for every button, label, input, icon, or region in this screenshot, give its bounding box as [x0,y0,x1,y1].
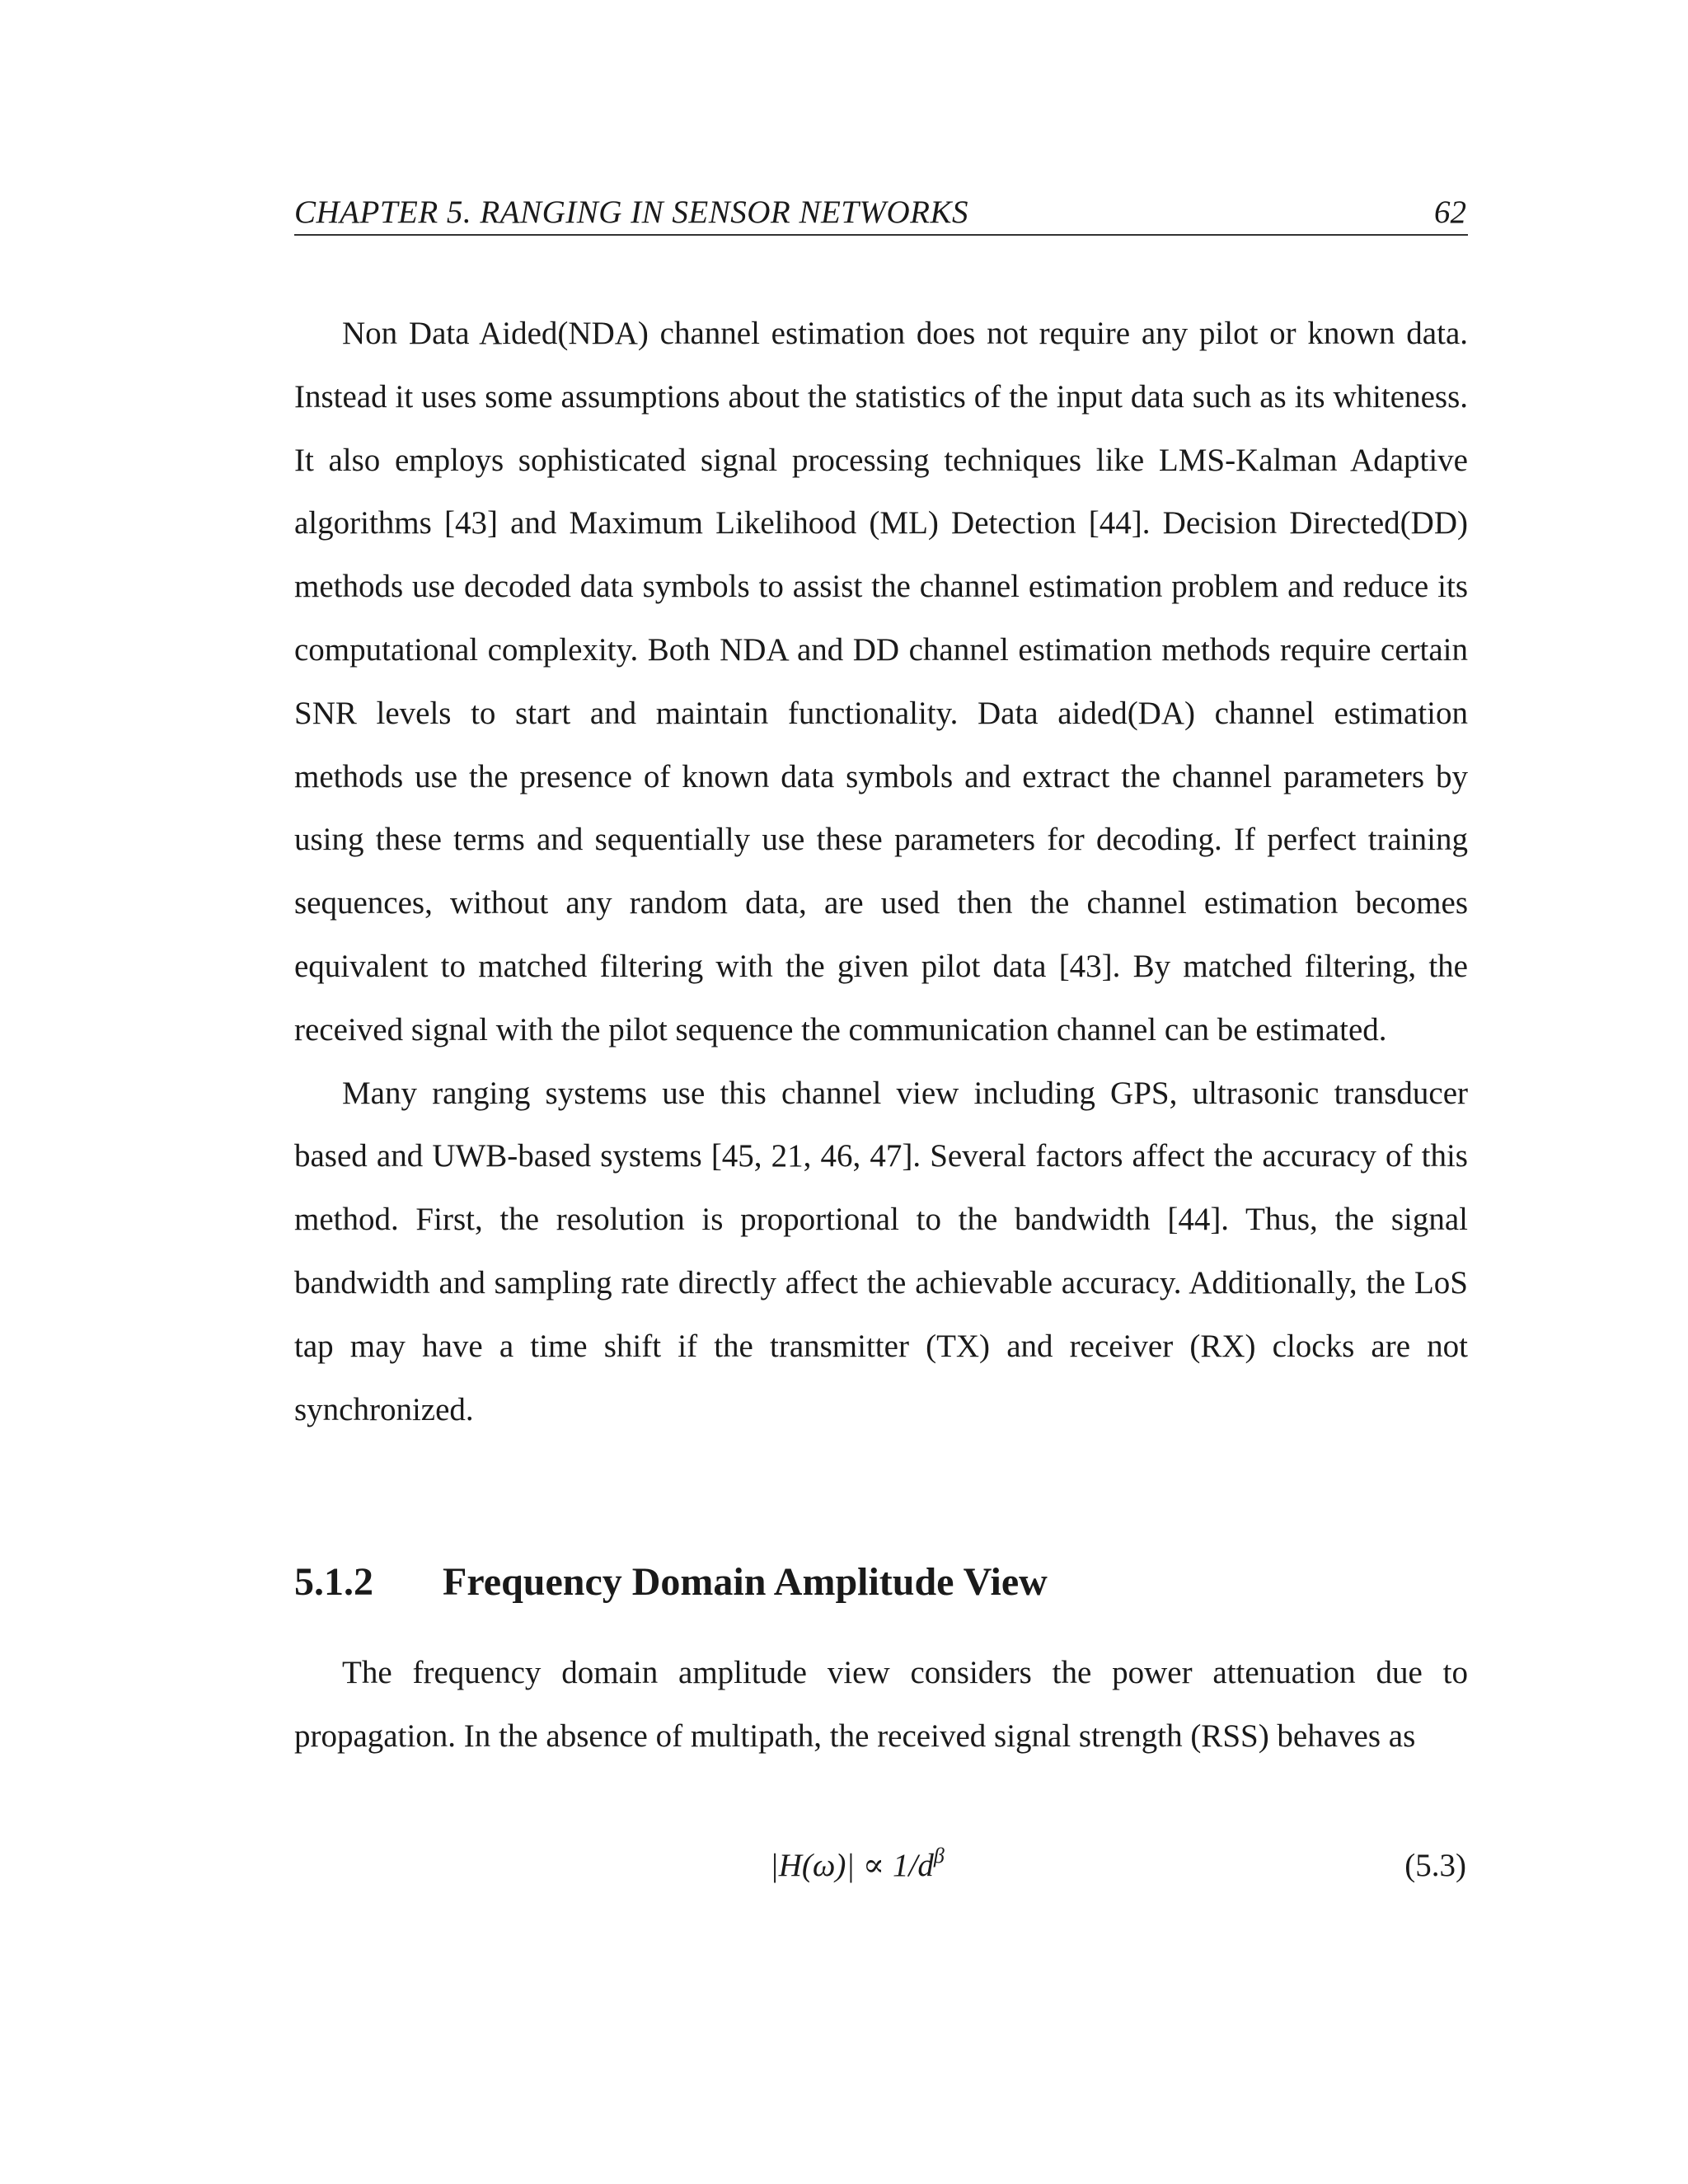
paragraph-amplitude-view: The frequency domain amplitude view considers the power attenuation due to propagation. In the absence of multipath, the received signal strength (RSS) behaves as [294,1655,1468,1754]
document-page [294,0,1468,2184]
equation-5-3 [294,1840,1468,1892]
section-title: Frequency Domain Amplitude View [443,1560,1048,1604]
equation-body [770,1840,945,1892]
equation-lhs: |H(ω)| [770,1848,856,1883]
section-heading [294,1556,1468,1609]
page-number: 62 [1434,194,1466,230]
equation-rhs-exponent: β [933,1844,945,1868]
paragraph-channel-estimation: Non Data Aided(NDA) channel estimation does not require any pilot or known data. Instead it uses some assumptions about the statistics of the input data such as its whiteness. It also employs sophisticated signal processing techniques like LMS-Kalman Adaptive algorithms [43] and Maximum Likelihood (ML) Detection [44]. Decision Directed(DD) methods use decoded data symbols to assist the channel estimation problem and reduce its computational complexity. Both NDA and DD channel estimation methods require certain SNR levels to start and maintain functionality. Data aided(DA) channel estimation methods use the presence of known data symbols and extract the channel parameters by using these terms and sequentially use these parameters for decoding. If perfect training sequences, without any random data, are used then the channel estimation becomes equivalent to matched filtering with the given pilot data [43]. By matched filtering, the received signal with the pilot sequence the communication channel can be estimated. [294,316,1468,1047]
running-header [294,191,1468,236]
equation-relation: ∝ [862,1848,885,1883]
chapter-title: CHAPTER 5. RANGING IN SENSOR NETWORKS [294,194,968,230]
section-number: 5.1.2 [294,1560,373,1604]
paragraph-ranging-systems: Many ranging systems use this channel view including GPS, ultrasonic transducer based and UWB-based systems [45, 21, 46, 47]. Several factors affect the accuracy of this method. First, the resolution is proportional to the bandwidth [44]. Thus, the signal bandwidth and sampling rate directly affect the achievable accuracy. Additionally, the LoS tap may have a time shift if the transmitter (TX) and receiver (RX) clocks are not synchronized. [294,1075,1468,1427]
equation-rhs-base: 1/d [893,1848,934,1883]
section-body [294,1642,1468,1769]
equation-number: (5.3) [1404,1848,1466,1883]
body-text [294,302,1468,1441]
